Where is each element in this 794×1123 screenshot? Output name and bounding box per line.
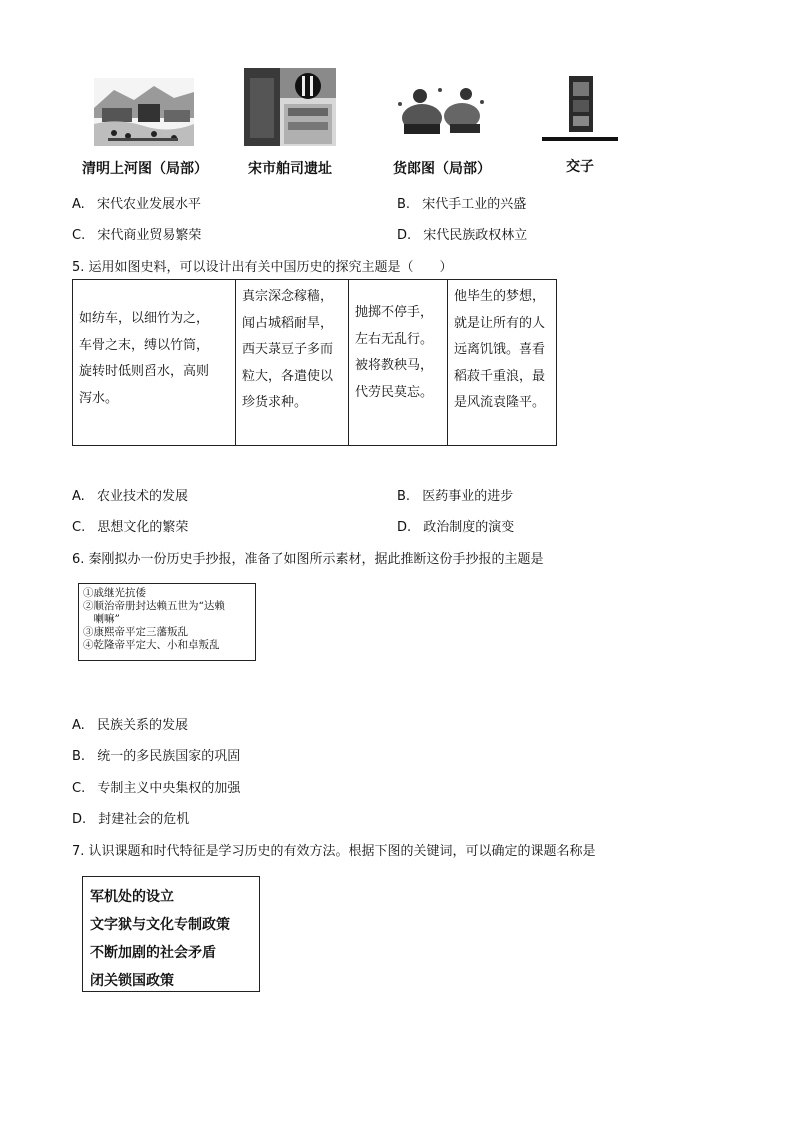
image-shibosi-ruins — [244, 68, 336, 146]
material-item: ③康熙帝平定三藩叛乱 — [83, 626, 188, 638]
keyword-item: 闭关锁国政策 — [90, 973, 174, 989]
option-text: 医药事业的进步 — [422, 489, 514, 504]
option-letter: D. — [72, 812, 87, 827]
material-item: 喇嘛” — [83, 613, 120, 625]
option-letter: B. — [72, 749, 86, 764]
caption-huolang: 货郎图（局部） — [393, 161, 491, 177]
material-item: ④乾隆帝平定大、小和卓叛乱 — [83, 639, 220, 651]
q7-keyword-box — [82, 876, 260, 992]
keyword-item: 军机处的设立 — [90, 889, 174, 905]
option-text: 宋代商业贸易繁荣 — [97, 228, 202, 243]
q6-option-a[interactable] — [72, 714, 188, 733]
option-letter: A. — [72, 718, 85, 733]
q5-option-c[interactable] — [72, 516, 188, 535]
option-text: 宋代手工业的兴盛 — [422, 197, 527, 212]
q5-option-d[interactable] — [397, 516, 514, 535]
source-cell-yangma: 抛掷不停手， 左右无乱行。 被将教秧马， 代劳民莫忘。 — [349, 280, 448, 446]
option-text: 民族关系的发展 — [96, 718, 188, 733]
q6-option-c[interactable] — [72, 777, 240, 796]
caption-shibosi: 宋市舶司遗址 — [248, 161, 332, 177]
q7-stem: 7. 认识课题和时代特征是学习历史的有效方法。根据下图的关键词，可以确定的课题名称是 — [72, 844, 596, 859]
q4-option-b[interactable] — [397, 193, 526, 212]
keyword-item: 不断加剧的社会矛盾 — [90, 945, 216, 961]
q4-option-c[interactable] — [72, 224, 201, 243]
option-letter: D. — [397, 228, 412, 243]
q4-option-a[interactable] — [72, 193, 201, 212]
source-cell-waterwheel: 如纺车，以细竹为之， 车骨之末，缚以竹筒， 旋转时低则舀水，高则 泻水。 — [73, 280, 236, 446]
q5-option-b[interactable] — [397, 485, 513, 504]
option-letter: C. — [72, 781, 86, 796]
option-text: 思想文化的繁荣 — [97, 520, 189, 535]
option-letter: A. — [72, 489, 85, 504]
option-text: 封建社会的危机 — [98, 812, 190, 827]
caption-qingming: 清明上河图（局部） — [82, 161, 208, 177]
option-letter: B. — [397, 197, 411, 212]
option-text: 宋代农业发展水平 — [96, 197, 201, 212]
material-item: ②顺治帝册封达赖五世为“达赖 — [83, 600, 225, 612]
q5-source-table — [72, 279, 557, 446]
option-text: 农业技术的发展 — [96, 489, 188, 504]
image-huolang-painting — [392, 80, 492, 142]
q5-stem: 5. 运用如图史料，可以设计出有关中国历史的探究主题是（ ） — [72, 260, 453, 275]
source-cell-yuan-longping: 他毕生的梦想， 就是让所有的人 远离饥饿。喜看 稻菽千重浪，最 是风流袁隆平。 — [448, 280, 557, 446]
q6-option-b[interactable] — [72, 745, 240, 764]
source-cell-champa-rice: 真宗深念稼穑， 闻占城稻耐旱， 西天菉豆子多而 粒大，各遣使以 珍货求种。 — [236, 280, 349, 446]
option-text: 政治制度的演变 — [423, 520, 515, 535]
option-text: 统一的多民族国家的巩固 — [97, 749, 241, 764]
q6-stem: 6. 秦刚拟办一份历史手抄报，准备了如图所示素材，据此推断这份手抄报的主题是 — [72, 552, 544, 567]
q4-option-d[interactable] — [397, 224, 527, 243]
option-text: 宋代民族政权林立 — [423, 228, 528, 243]
option-letter: A. — [72, 197, 85, 212]
image-jiaozi-banknote — [542, 72, 618, 146]
q6-material-box — [78, 583, 256, 661]
q5-option-a[interactable] — [72, 485, 188, 504]
keyword-item: 文字狱与文化专制政策 — [90, 917, 230, 933]
q6-option-d[interactable] — [72, 808, 189, 827]
option-letter: D. — [397, 520, 412, 535]
option-letter: C. — [72, 228, 86, 243]
material-item: ①戚继光抗倭 — [83, 587, 146, 599]
option-text: 专制主义中央集权的加强 — [97, 781, 241, 796]
option-letter: B. — [397, 489, 411, 504]
caption-jiaozi: 交子 — [566, 159, 594, 175]
option-letter: C. — [72, 520, 86, 535]
image-qingming-painting — [94, 78, 194, 146]
